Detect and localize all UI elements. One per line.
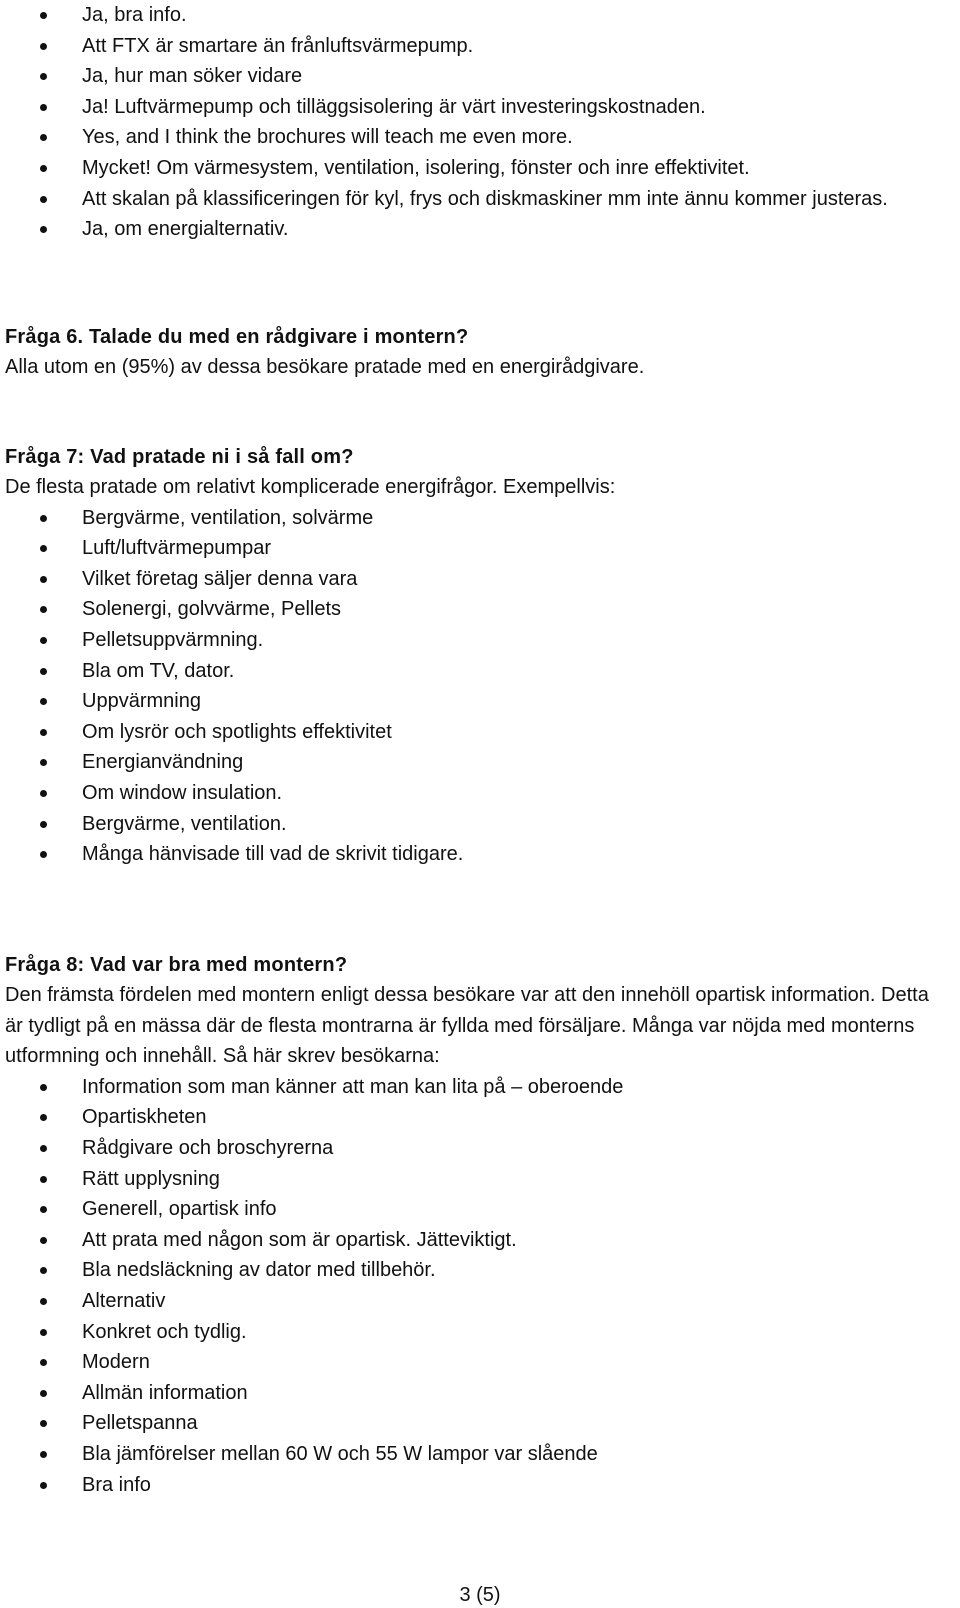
list-item: Generell, opartisk info (0, 1194, 960, 1225)
list-item: Bergvärme, ventilation. (0, 809, 960, 840)
question-8-intro: Den främsta fördelen med montern enligt dessa besökare var att den innehöll opartisk information. Detta är tydligt på en mässa där de flesta montrarna är fyllda med försäljare. Många var nöjda med monterns utformning och innehåll. Så här skrev besökarna: (5, 984, 929, 1068)
list-item: Om window insulation. (0, 778, 960, 809)
list-item: Uppvärmning (0, 686, 960, 717)
top-answers-list (0, 0, 960, 245)
question-7-intro: De flesta pratade om relativt komplicerade energifrågor. Exempellvis: (5, 476, 616, 498)
list-item: Yes, and I think the brochures will teach me even more. (0, 122, 960, 153)
list-item: Alternativ (0, 1286, 960, 1317)
top-answers-block (0, 0, 960, 245)
list-item: Luft/luftvärmepumpar (0, 533, 960, 564)
list-item: Om lysrör och spotlights effektivitet (0, 717, 960, 748)
list-item: Ja, om energialternativ. (0, 214, 960, 245)
list-item: Rätt upplysning (0, 1164, 960, 1195)
question-6-section (0, 322, 960, 383)
list-item: Att prata med någon som är opartisk. Jätteviktigt. (0, 1225, 960, 1256)
question-7-section (0, 442, 960, 870)
list-item: Att skalan på klassificeringen för kyl, frys och diskmaskiner mm inte ännu kommer justeras. (0, 184, 960, 215)
question-8-heading: Fråga 8: Vad var bra med montern? (5, 954, 348, 976)
list-item: Mycket! Om värmesystem, ventilation, isolering, fönster och inre effektivitet. (0, 153, 960, 184)
list-item: Många hänvisade till vad de skrivit tidigare. (0, 839, 960, 870)
list-item: Modern (0, 1347, 960, 1378)
question-7-list (0, 503, 960, 870)
list-item: Ja! Luftvärmepump och tilläggsisolering är värt investeringskostnaden. (0, 92, 960, 123)
question-6-answer: Alla utom en (95%) av dessa besökare pratade med en energirådgivare. (5, 356, 645, 378)
list-item: Konkret och tydlig. (0, 1317, 960, 1348)
list-item: Rådgivare och broschyrerna (0, 1133, 960, 1164)
list-item: Pelletsuppvärmning. (0, 625, 960, 656)
list-item: Att FTX är smartare än frånluftsvärmepump. (0, 31, 960, 62)
list-item: Information som man känner att man kan lita på – oberoende (0, 1072, 960, 1103)
list-item: Bla om TV, dator. (0, 656, 960, 687)
question-6-heading: Fråga 6. Talade du med en rådgivare i montern? (5, 326, 469, 348)
list-item: Bla nedsläckning av dator med tillbehör. (0, 1255, 960, 1286)
list-item: Ja, hur man söker vidare (0, 61, 960, 92)
list-item: Opartiskheten (0, 1102, 960, 1133)
list-item: Bra info (0, 1470, 960, 1501)
list-item: Solenergi, golvvärme, Pellets (0, 594, 960, 625)
question-8-list (0, 1072, 960, 1500)
list-item: Pelletspanna (0, 1408, 960, 1439)
question-8-section (0, 950, 960, 1500)
list-item: Vilket företag säljer denna vara (0, 564, 960, 595)
list-item: Ja, bra info. (0, 0, 960, 31)
list-item: Bla jämförelser mellan 60 W och 55 W lampor var slående (0, 1439, 960, 1470)
page-number: 3 (5) (459, 1584, 501, 1606)
list-item: Bergvärme, ventilation, solvärme (0, 503, 960, 534)
question-7-heading: Fråga 7: Vad pratade ni i så fall om? (5, 446, 354, 468)
list-item: Energianvändning (0, 747, 960, 778)
list-item: Allmän information (0, 1378, 960, 1409)
